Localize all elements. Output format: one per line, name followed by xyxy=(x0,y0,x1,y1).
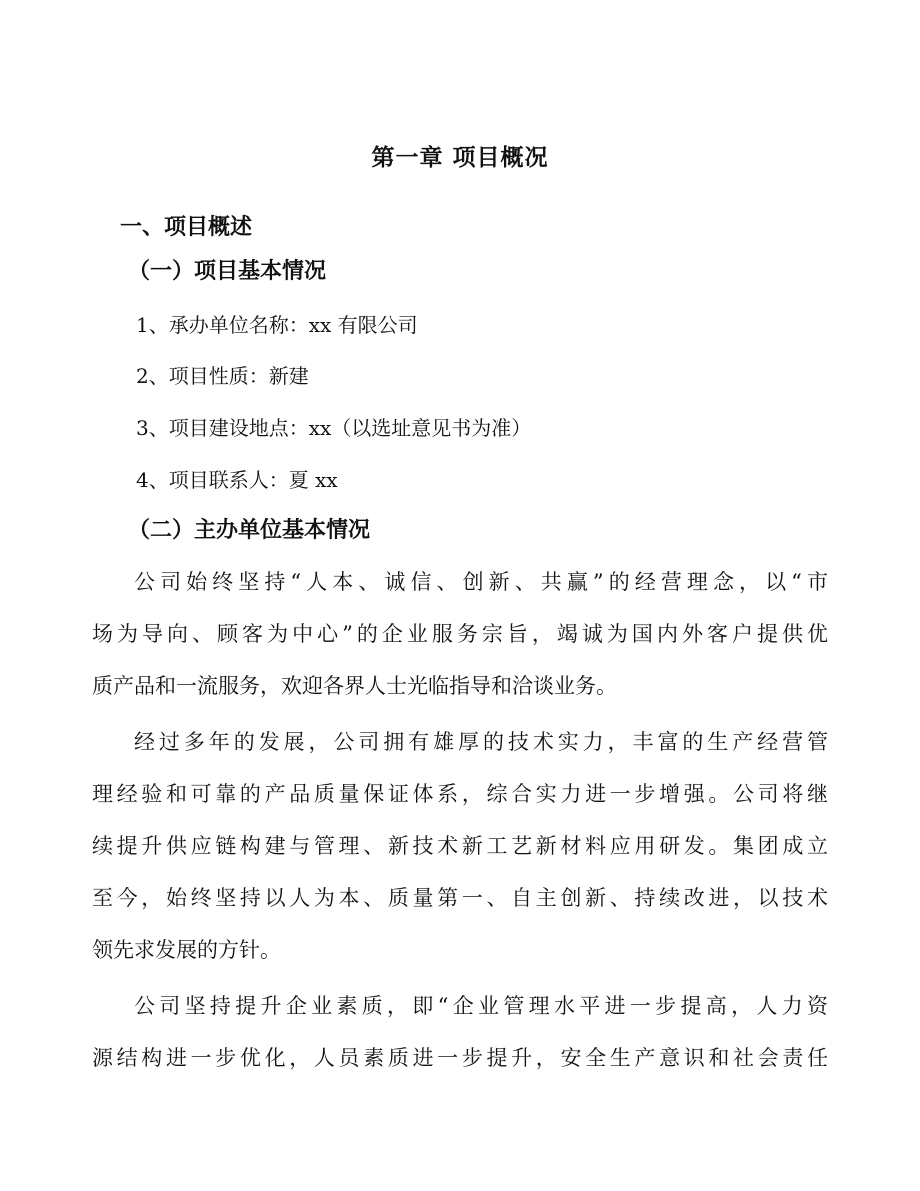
section-heading: 一、项目概述 xyxy=(120,215,253,240)
paragraph-line: 理经验和可靠的产品质量保证体系，综合实力进一步增强。公司将继 xyxy=(92,782,828,806)
list-item: 2、项目性质：新建 xyxy=(136,364,309,388)
paragraph-line: 领先求发展的方针。 xyxy=(92,938,281,962)
list-item: 4、项目联系人：夏 xx xyxy=(136,468,338,492)
paragraph-line: 至今，始终坚持以人为本、质量第一、自主创新、持续改进，以技术 xyxy=(92,886,828,910)
paragraph-line: 公司始终坚持“人本、诚信、创新、共赢”的经营理念，以“市 xyxy=(134,570,828,594)
paragraph-line: 质产品和一流服务，欢迎各界人士光临指导和洽谈业务。 xyxy=(92,674,617,698)
list-item: 3、项目建设地点：xx（以选址意见书为准） xyxy=(136,416,532,440)
paragraph-line: 场为导向、顾客为中心”的企业服务宗旨，竭诚为国内外客户提供优 xyxy=(92,622,828,646)
paragraph-line: 公司坚持提升企业素质，即“企业管理水平进一步提高，人力资 xyxy=(134,994,828,1018)
chapter-title: 第一章 项目概况 xyxy=(371,145,549,171)
paragraph-line: 续提升供应链构建与管理、新技术新工艺新材料应用研发。集团成立 xyxy=(92,834,828,858)
paragraph-line: 源结构进一步优化，人员素质进一步提升，安全生产意识和社会责任 xyxy=(92,1046,828,1070)
paragraph-line: 经过多年的发展，公司拥有雄厚的技术实力，丰富的生产经营管 xyxy=(134,730,828,754)
subsection-heading-basic-info: （一）项目基本情况 xyxy=(128,259,327,284)
list-item: 1、承办单位名称：xx 有限公司 xyxy=(136,313,418,337)
subsection-heading-sponsor-info: （二）主办单位基本情况 xyxy=(128,518,371,543)
